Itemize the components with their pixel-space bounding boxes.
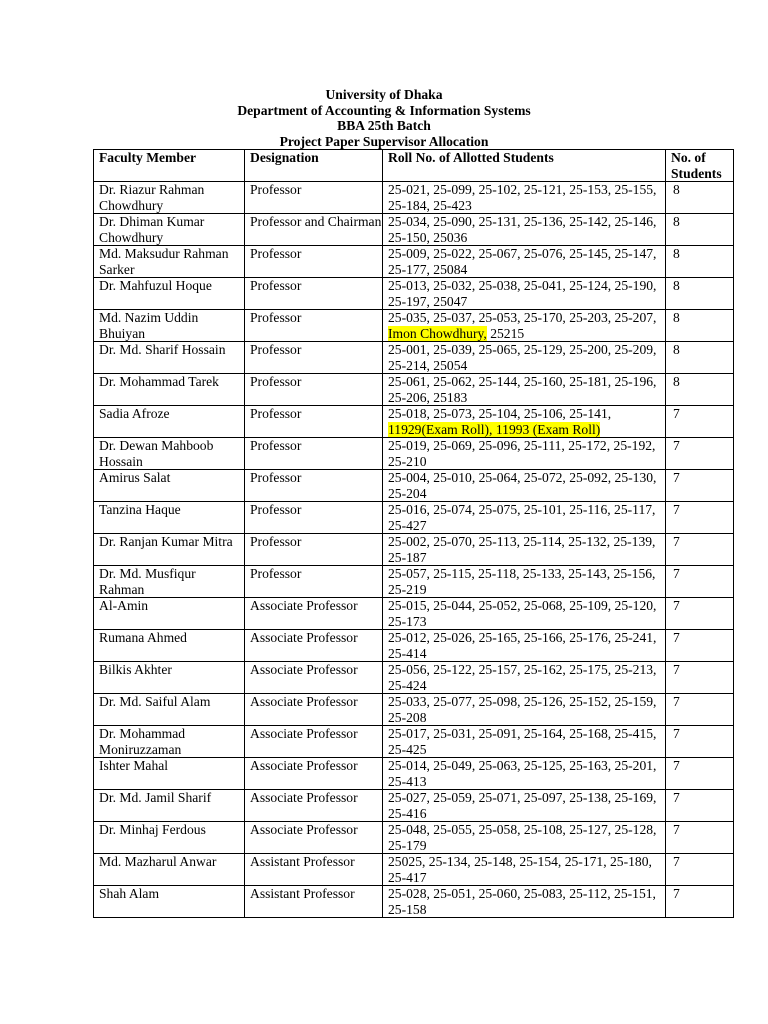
- roll-numbers-cell: 25-014, 25-049, 25-063, 25-125, 25-163, 25-201, 25-413: [383, 758, 666, 790]
- faculty-member-cell: Dr. Mahfuzul Hoque: [94, 278, 245, 310]
- student-count-cell: 7: [666, 662, 734, 694]
- faculty-member-cell: Shah Alam: [94, 886, 245, 918]
- faculty-member-cell: Al-Amin: [94, 598, 245, 630]
- table-row: [94, 534, 734, 566]
- roll-numbers-cell: 25-012, 25-026, 25-165, 25-166, 25-176, 25-241, 25-414: [383, 630, 666, 662]
- student-count-cell: 8: [666, 374, 734, 406]
- designation-cell: Associate Professor: [245, 662, 383, 694]
- faculty-member-cell: Tanzina Haque: [94, 502, 245, 534]
- table-row: [94, 758, 734, 790]
- designation-cell: Associate Professor: [245, 790, 383, 822]
- student-count-cell: 7: [666, 470, 734, 502]
- table-row: [94, 502, 734, 534]
- roll-numbers-cell: 25-017, 25-031, 25-091, 25-164, 25-168, 25-415, 25-425: [383, 726, 666, 758]
- roll-numbers-text: 25-035, 25-037, 25-053, 25-170, 25-203, 25-207,: [388, 310, 657, 325]
- table-row: [94, 246, 734, 278]
- roll-numbers-cell: 25-021, 25-099, 25-102, 25-121, 25-153, 25-155, 25-184, 25-423: [383, 182, 666, 214]
- student-count-cell: 7: [666, 790, 734, 822]
- table-row: [94, 278, 734, 310]
- table-row: [94, 342, 734, 374]
- roll-numbers-cell: 25-019, 25-069, 25-096, 25-111, 25-172, 25-192, 25-210: [383, 438, 666, 470]
- faculty-member-cell: Dr. Ranjan Kumar Mitra: [94, 534, 245, 566]
- column-header-count: No. of Students: [666, 150, 734, 182]
- table-row: [94, 726, 734, 758]
- student-count-cell: 7: [666, 566, 734, 598]
- designation-cell: Professor: [245, 246, 383, 278]
- roll-numbers-cell: 25-002, 25-070, 25-113, 25-114, 25-132, 25-139, 25-187: [383, 534, 666, 566]
- student-count-cell: 7: [666, 502, 734, 534]
- document-title: Project Paper Supervisor Allocation: [279, 133, 489, 149]
- allocation-table: [93, 149, 734, 918]
- student-count-cell: 7: [666, 694, 734, 726]
- student-count-cell: 8: [666, 342, 734, 374]
- roll-numbers-cell: 25-015, 25-044, 25-052, 25-068, 25-109, 25-120, 25-173: [383, 598, 666, 630]
- faculty-member-cell: Bilkis Akhter: [94, 662, 245, 694]
- highlighted-roll-text: 11929(Exam Roll), 11993 (Exam Roll): [388, 421, 601, 437]
- student-count-cell: 8: [666, 214, 734, 246]
- roll-numbers-text-after: 25215: [486, 325, 525, 341]
- faculty-member-cell: Md. Mazharul Anwar: [94, 854, 245, 886]
- designation-cell: Assistant Professor: [245, 886, 383, 918]
- roll-numbers-cell: 25-004, 25-010, 25-064, 25-072, 25-092, 25-130, 25-204: [383, 470, 666, 502]
- roll-numbers-cell: 25-061, 25-062, 25-144, 25-160, 25-181, 25-196, 25-206, 25183: [383, 374, 666, 406]
- table-row: [94, 694, 734, 726]
- faculty-member-cell: Dr. Dhiman Kumar Chowdhury: [94, 214, 245, 246]
- table-row: [94, 310, 734, 342]
- table-body: [94, 182, 734, 918]
- column-header-rolls: Roll No. of Allotted Students: [383, 150, 666, 182]
- designation-cell: Associate Professor: [245, 598, 383, 630]
- student-count-cell: 7: [666, 822, 734, 854]
- table-row: [94, 406, 734, 438]
- document-header: [0, 87, 768, 149]
- designation-cell: Associate Professor: [245, 822, 383, 854]
- table-row: [94, 598, 734, 630]
- student-count-cell: 8: [666, 278, 734, 310]
- student-count-cell: 7: [666, 854, 734, 886]
- university-name: University of Dhaka: [325, 87, 443, 102]
- student-count-cell: 7: [666, 758, 734, 790]
- roll-numbers-cell: 25-028, 25-051, 25-060, 25-083, 25-112, 25-151, 25-158: [383, 886, 666, 918]
- roll-numbers-cell: 25-013, 25-032, 25-038, 25-041, 25-124, 25-190, 25-197, 25047: [383, 278, 666, 310]
- roll-numbers-cell: 25-048, 25-055, 25-058, 25-108, 25-127, 25-128, 25-179: [383, 822, 666, 854]
- table-row: [94, 470, 734, 502]
- table-row: [94, 374, 734, 406]
- designation-cell: Professor: [245, 406, 383, 438]
- roll-numbers-cell: 25-033, 25-077, 25-098, 25-126, 25-152, 25-159, 25-208: [383, 694, 666, 726]
- student-count-cell: 8: [666, 246, 734, 278]
- designation-cell: Associate Professor: [245, 694, 383, 726]
- table-row: [94, 214, 734, 246]
- table-row: [94, 662, 734, 694]
- designation-cell: Professor: [245, 534, 383, 566]
- student-count-cell: 7: [666, 630, 734, 662]
- designation-cell: Professor: [245, 502, 383, 534]
- designation-cell: Professor: [245, 374, 383, 406]
- roll-numbers-cell: [383, 406, 666, 438]
- faculty-member-cell: Ishter Mahal: [94, 758, 245, 790]
- table-row: [94, 854, 734, 886]
- student-count-cell: 7: [666, 726, 734, 758]
- faculty-member-cell: Dr. Md. Jamil Sharif: [94, 790, 245, 822]
- faculty-member-cell: Dr. Md. Sharif Hossain: [94, 342, 245, 374]
- faculty-member-cell: Dr. Md. Saiful Alam: [94, 694, 245, 726]
- roll-numbers-cell: 25-057, 25-115, 25-118, 25-133, 25-143, 25-156, 25-219: [383, 566, 666, 598]
- student-count-cell: 7: [666, 534, 734, 566]
- designation-cell: Assistant Professor: [245, 854, 383, 886]
- designation-cell: Professor: [245, 566, 383, 598]
- designation-cell: Professor: [245, 470, 383, 502]
- designation-cell: Associate Professor: [245, 726, 383, 758]
- roll-numbers-cell: 25-009, 25-022, 25-067, 25-076, 25-145, 25-147, 25-177, 25084: [383, 246, 666, 278]
- table-row: [94, 790, 734, 822]
- designation-cell: Associate Professor: [245, 758, 383, 790]
- table-row: [94, 182, 734, 214]
- faculty-member-cell: Dr. Mohammad Tarek: [94, 374, 245, 406]
- designation-cell: Professor: [245, 278, 383, 310]
- table-row: [94, 822, 734, 854]
- roll-numbers-cell: 25-016, 25-074, 25-075, 25-101, 25-116, 25-117, 25-427: [383, 502, 666, 534]
- designation-cell: Professor: [245, 310, 383, 342]
- faculty-member-cell: Dr. Minhaj Ferdous: [94, 822, 245, 854]
- designation-cell: Professor and Chairman: [245, 214, 383, 246]
- table-header-row: [94, 150, 734, 182]
- table-row: [94, 886, 734, 918]
- roll-numbers-cell: 25-001, 25-039, 25-065, 25-129, 25-200, 25-209, 25-214, 25054: [383, 342, 666, 374]
- student-count-cell: 8: [666, 182, 734, 214]
- designation-cell: Professor: [245, 342, 383, 374]
- designation-cell: Associate Professor: [245, 630, 383, 662]
- student-count-cell: 7: [666, 438, 734, 470]
- column-header-designation: Designation: [245, 150, 383, 182]
- roll-numbers-cell: [383, 310, 666, 342]
- column-header-faculty: Faculty Member: [94, 150, 245, 182]
- faculty-member-cell: Rumana Ahmed: [94, 630, 245, 662]
- roll-numbers-cell: 25-027, 25-059, 25-071, 25-097, 25-138, 25-169, 25-416: [383, 790, 666, 822]
- faculty-member-cell: Md. Nazim Uddin Bhuiyan: [94, 310, 245, 342]
- designation-cell: Professor: [245, 182, 383, 214]
- designation-cell: Professor: [245, 438, 383, 470]
- table-row: [94, 438, 734, 470]
- faculty-member-cell: Amirus Salat: [94, 470, 245, 502]
- faculty-member-cell: Sadia Afroze: [94, 406, 245, 438]
- student-count-cell: 8: [666, 310, 734, 342]
- faculty-member-cell: Dr. Mohammad Moniruzzaman: [94, 726, 245, 758]
- faculty-member-cell: Dr. Riazur Rahman Chowdhury: [94, 182, 245, 214]
- batch-name: BBA 25th Batch: [337, 118, 431, 133]
- table-row: [94, 630, 734, 662]
- table-row: [94, 566, 734, 598]
- faculty-member-cell: Dr. Md. Musfiqur Rahman: [94, 566, 245, 598]
- faculty-member-cell: Md. Maksudur Rahman Sarker: [94, 246, 245, 278]
- department-name: Department of Accounting & Information Systems: [237, 102, 531, 118]
- roll-numbers-cell: 25025, 25-134, 25-148, 25-154, 25-171, 25-180, 25-417: [383, 854, 666, 886]
- student-count-cell: 7: [666, 406, 734, 438]
- student-count-cell: 7: [666, 598, 734, 630]
- student-count-cell: 7: [666, 886, 734, 918]
- roll-numbers-cell: 25-034, 25-090, 25-131, 25-136, 25-142, 25-146, 25-150, 25036: [383, 214, 666, 246]
- roll-numbers-cell: 25-056, 25-122, 25-157, 25-162, 25-175, 25-213, 25-424: [383, 662, 666, 694]
- highlighted-roll-text: Imon Chowdhury,: [388, 325, 487, 341]
- faculty-member-cell: Dr. Dewan Mahboob Hossain: [94, 438, 245, 470]
- roll-numbers-text: 25-018, 25-073, 25-104, 25-106, 25-141,: [388, 406, 612, 421]
